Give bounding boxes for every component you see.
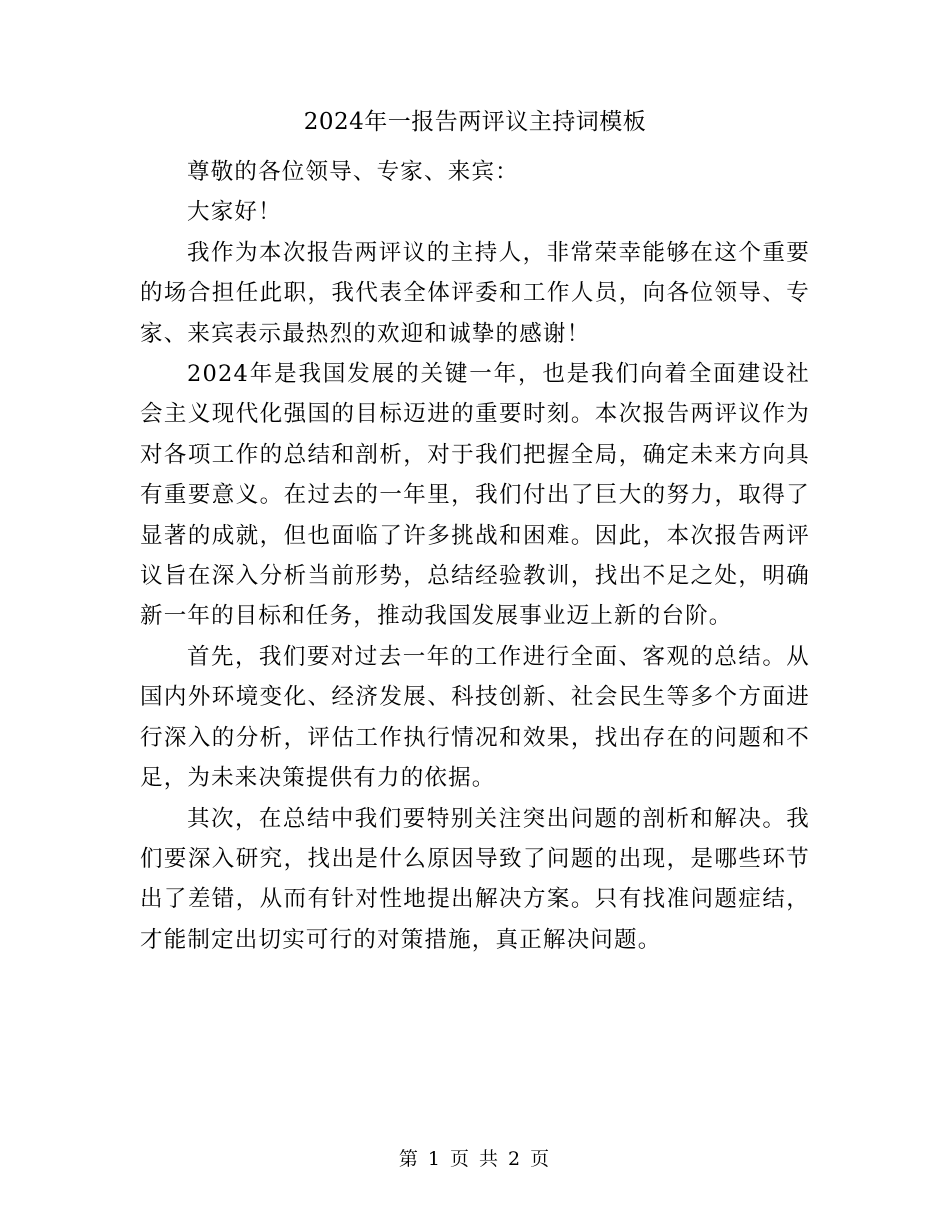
document-body (140, 152, 810, 960)
greeting-line: 尊敬的各位领导、专家、来宾： (187, 159, 519, 185)
paragraph-welcome: 我作为本次报告两评议的主持人，非常荣幸能够在这个重要的场合担任此职，我代表全体评委和工作人员，向各位领导、专家、来宾表示最热烈的欢迎和诚挚的感谢！ (140, 239, 810, 347)
paragraph-first: 首先，我们要对过去一年的工作进行全面、客观的总结。从国内外环境变化、经济发展、科技创新、社会民生等多个方面进行深入的分析，评估工作执行情况和效果，找出存在的问题和不足，为未来决策提供有力的依据。 (140, 643, 810, 792)
paragraph-second: 其次，在总结中我们要特别关注突出问题的剖析和解决。我们要深入研究，找出是什么原因导致了问题的出现，是哪些环节出了差错，从而有针对性地提出解决方案。只有找准问题症结，才能制定出切实可行的对策措施，真正解决问题。 (140, 805, 810, 953)
document-title: 2024年一报告两评议主持词模板 (303, 109, 647, 135)
page-number-footer: 第 1 页 共 2 页 (398, 1148, 552, 1170)
salutation-line: 大家好！ (187, 199, 282, 226)
paragraph-background: 2024年是我国发展的关键一年，也是我们向着全面建设社会主义现代化强国的目标迈进的重要时刻。本次报告两评议作为对各项工作的总结和剖析，对于我们把握全局，确定未来方向具有重要意义。在过去的一年里，我们付出了巨大的努力，取得了显著的成就，但也面临了许多挑战和困难。因此，本次报告两评议旨在深入分析当前形势，总结经验教训，找出不足之处，明确新一年的目标和任务，推动我国发展事业迈上新的台阶。 (140, 361, 810, 630)
